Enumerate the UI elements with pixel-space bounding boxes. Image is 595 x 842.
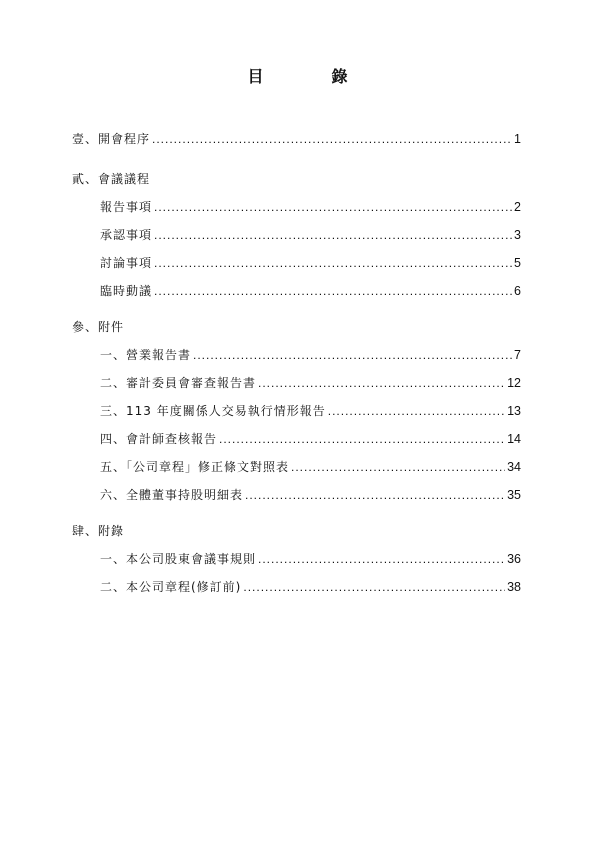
dot-leader — [258, 551, 505, 567]
toc-entry-business-report[interactable] — [100, 347, 521, 363]
dot-leader — [245, 487, 505, 503]
toc-entry-reports[interactable] — [100, 199, 521, 215]
dot-leader — [193, 347, 512, 363]
dot-leader — [154, 255, 512, 271]
toc-entry-label: 臨時動議 — [100, 284, 153, 298]
toc-entry-label: 二、本公司章程(修訂前) — [100, 580, 242, 594]
toc-entry-audit-committee-report[interactable] — [100, 375, 521, 391]
toc-entry-extempore-motions[interactable] — [100, 283, 521, 299]
dot-leader — [219, 431, 505, 447]
toc-entry-page: 2 — [514, 200, 521, 214]
toc-entry-page: 6 — [514, 284, 521, 298]
toc-entry-label: 二、審計委員會審查報告書 — [100, 376, 257, 390]
toc-entry-label: 三、113 年度關係人交易執行情形報告 — [100, 404, 326, 418]
toc-entry-label: 六、全體董事持股明細表 — [100, 488, 244, 502]
toc-entry-label: 報告事項 — [100, 200, 153, 214]
toc-entry-page: 14 — [507, 432, 521, 446]
toc-entry-page: 38 — [507, 580, 521, 594]
toc-entry-page: 36 — [507, 552, 521, 566]
toc-entry-page: 35 — [507, 488, 521, 502]
toc-entry-label: 壹、開會程序 — [72, 132, 151, 146]
toc-entry-page: 7 — [514, 348, 521, 362]
toc-entry-opening-procedure[interactable] — [72, 131, 521, 147]
toc-entry-auditor-report[interactable] — [100, 431, 521, 447]
toc-entry-label: 一、本公司股東會議事規則 — [100, 552, 257, 566]
dot-leader — [291, 459, 505, 475]
toc-entry-page: 3 — [514, 228, 521, 242]
dot-leader — [154, 199, 512, 215]
toc-entry-label: 五、「公司章程」修正條文對照表 — [100, 460, 290, 474]
toc-section-heading-attachments: 參、附件 — [72, 320, 125, 334]
toc-entry-articles-pre-amendment[interactable] — [100, 579, 521, 595]
toc-entry-page: 5 — [514, 256, 521, 270]
toc-entry-label: 承認事項 — [100, 228, 153, 242]
toc-title-left: 目 — [247, 67, 264, 86]
toc-entry-label: 四、會計師查核報告 — [100, 432, 218, 446]
dot-leader — [152, 131, 512, 147]
toc-entry-meeting-rules[interactable] — [100, 551, 521, 567]
toc-entry-label: 一、營業報告書 — [100, 348, 192, 362]
toc-section-heading-agenda: 貳、會議議程 — [72, 172, 151, 186]
dot-leader — [328, 403, 505, 419]
toc-entry-discussions[interactable] — [100, 255, 521, 271]
toc-entry-articles-amendment-table[interactable] — [100, 459, 521, 475]
toc-title — [0, 64, 595, 87]
toc-section-heading-appendices: 肆、附錄 — [72, 524, 125, 538]
toc-entry-ratifications[interactable] — [100, 227, 521, 243]
dot-leader — [154, 227, 512, 243]
dot-leader — [154, 283, 512, 299]
toc-entry-label: 討論事項 — [100, 256, 153, 270]
toc-entry-related-party-report[interactable] — [100, 403, 521, 419]
toc-entry-page: 1 — [514, 132, 521, 146]
dot-leader — [258, 375, 505, 391]
toc-entry-page: 34 — [507, 460, 521, 474]
toc-entry-director-shareholding[interactable] — [100, 487, 521, 503]
toc-entry-page: 13 — [507, 404, 521, 418]
toc-entry-page: 12 — [507, 376, 521, 390]
toc-title-right: 錄 — [331, 67, 348, 86]
dot-leader — [243, 579, 505, 595]
